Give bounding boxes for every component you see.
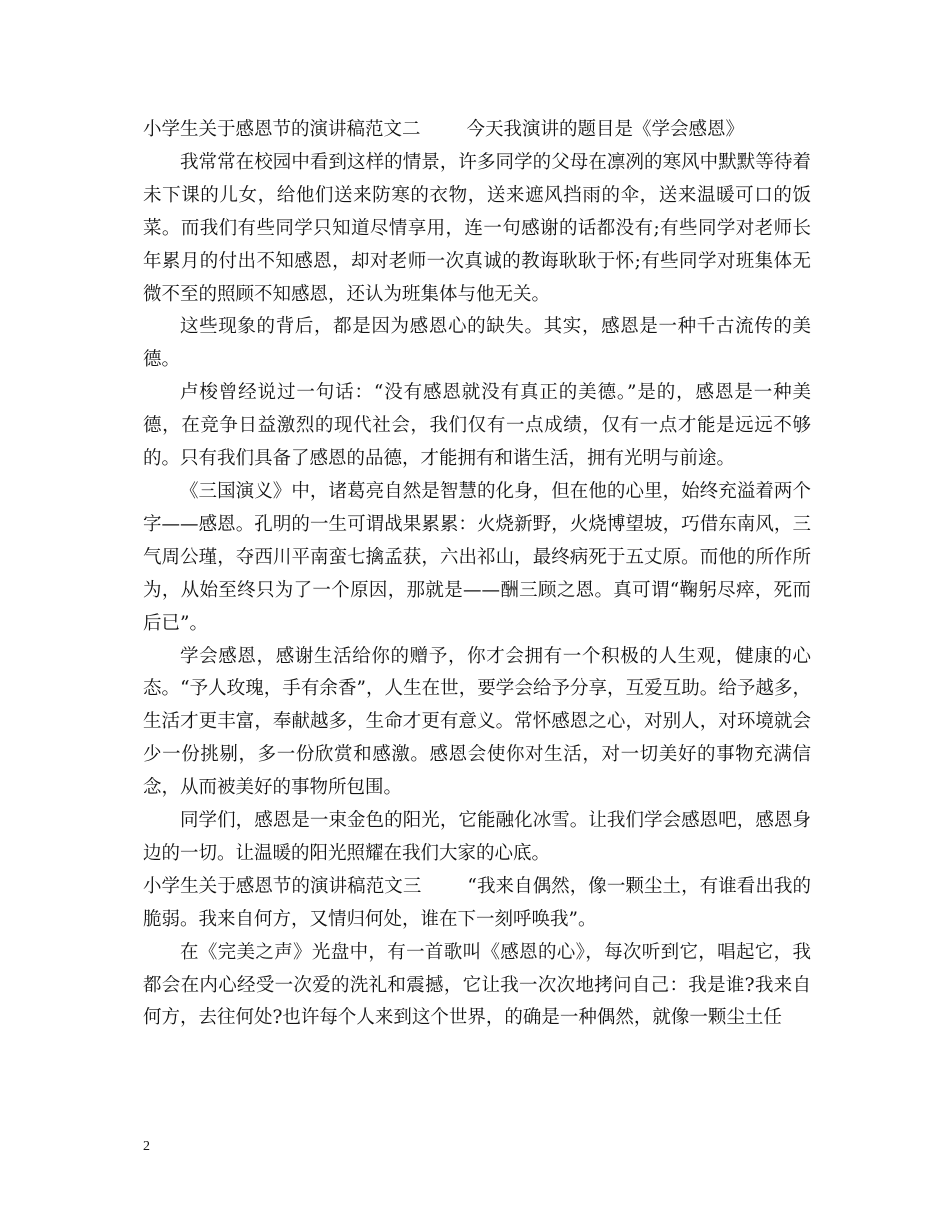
section-title: 小学生关于感恩节的演讲稿范文二 [143, 119, 421, 140]
section-heading-paragraph [143, 114, 811, 147]
section-title: 小学生关于感恩节的演讲稿范文三 [143, 875, 422, 897]
paragraph-text: 今天我演讲的题目是《学会感恩》 [466, 119, 745, 140]
body-paragraph: 《三国演义》中，诸葛亮自然是智慧的化身，但在他的心里，始终充溢着两个字——感恩。孔明的一生可谓战果累累：火烧新野，火烧博望坡，巧借东南风，三气周公瑾，夺西川平南蛮七擒孟获，六出祁山，最终病死于五丈原。而他的所作所为，从始至终只为了一个原因，那就是——酬三顾之恩。真可谓“鞠躬尽瘁，死而后已”。 [143, 480, 811, 634]
document-body [143, 114, 811, 1035]
body-paragraph: 在《完美之声》光盘中，有一首歌叫《感恩的心》，每次听到它，唱起它，我都会在内心经受一次爱的洗礼和震撼，它让我一次次地拷问自己：我是谁?我来自何方，去往何处?也许每个人来到这个世界，的确是一种偶然，就像一颗尘土任 [143, 941, 811, 1029]
body-paragraph: 卢梭曾经说过一句话：“没有感恩就没有真正的美德。”是的，感恩是一种美德，在竞争日益激烈的现代社会，我们仅有一点成绩，仅有一点才能是远远不够的。只有我们具备了感恩的品德，才能拥有和谐生活，拥有光明与前途。 [143, 382, 811, 470]
body-paragraph: 我常常在校园中看到这样的情景，许多同学的父母在凛冽的寒风中默默等待着未下课的儿女，给他们送来防寒的衣物，送来遮风挡雨的伞，送来温暖可口的饭菜。而我们有些同学只知道尽情享用，连一句感谢的话都没有;有些同学对老师长年累月的付出不知感恩，却对老师一次真诚的教诲耿耿于怀;有些同学对班集体无微不至的照顾不知感恩，还认为班集体与他无关。 [143, 151, 811, 305]
page-number: 2 [143, 1139, 150, 1154]
body-paragraph: 这些现象的背后，都是因为感恩心的缺失。其实，感恩是一种千古流传的美德。 [143, 316, 811, 371]
body-paragraph: 同学们，感恩是一束金色的阳光，它能融化冰雪。让我们学会感恩吧，感恩身边的一切。让温暖的阳光照耀在我们大家的心底。 [143, 810, 811, 864]
paragraph-text: “我来自偶然，像一颗尘土，有谁看出我的脆弱。我来自何方，又情归何处，谁在下一刻呼唤我”。 [143, 875, 811, 930]
body-paragraph: 学会感恩，感谢生活给你的赠予，你才会拥有一个积极的人生观，健康的心态。“予人玫瑰，手有余香”，人生在世，要学会给予分享，互爱互助。给予越多，生活才更丰富，奉献越多，生命才更有意义。常怀感恩之心，对别人，对环境就会少一份挑剔，多一份欣赏和感激。感恩会使你对生活，对一切美好的事物充满信念，从而被美好的事物所包围。 [143, 645, 811, 799]
section-heading-paragraph [143, 871, 811, 937]
